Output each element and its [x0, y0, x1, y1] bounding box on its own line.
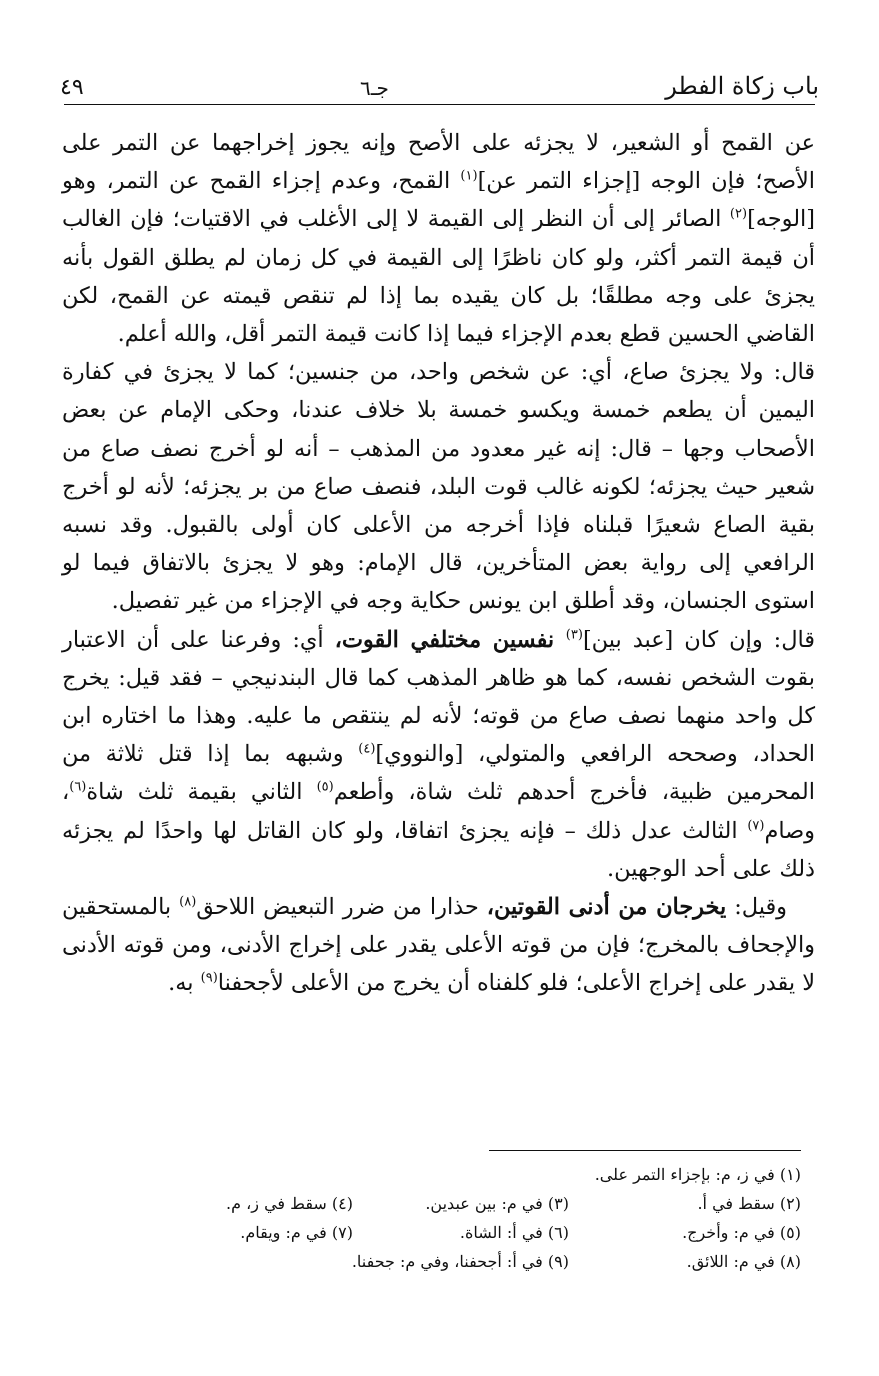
text-run: حذارا من ضرر التبعيض اللاحق	[196, 894, 487, 921]
footnote-marker: (٧)	[747, 818, 765, 834]
text-run: وشبهه بما إذا قتل ثلاثة من المحرمين ظبية، فأخرج أحدهم ثلث شاة، وأطعم	[62, 741, 815, 806]
chapter-title: باب زكاة الفطر	[665, 72, 819, 100]
page-number: ٤٩	[60, 75, 84, 100]
text-run: قال: وإن كان [عبد بين]	[582, 626, 815, 653]
running-header	[60, 60, 819, 100]
main-text	[62, 124, 815, 1003]
header-rule	[64, 104, 815, 105]
footnote-row	[150, 1189, 801, 1218]
footnote-marker: (٥)	[316, 779, 334, 795]
paragraph-4	[62, 888, 815, 1003]
footnote-1: (١) في ز، م: بإجزاء التمر على.	[594, 1165, 801, 1184]
footnote-marker: (٢)	[729, 206, 748, 222]
footnote-7: (٧) في م: ويقام.	[240, 1223, 353, 1242]
text-run: القمح، وعدم إجزاء القمح عن التمر، وهو [الوجه]	[62, 168, 815, 233]
footnote-marker: (٨)	[179, 894, 197, 910]
footnote-row	[150, 1247, 801, 1276]
text-run: قال: ولا يجزئ صاع، أي: عن شخص واحد، من جنسين؛ كما لا يجزئ في كفارة اليمين أن يطعم خمسة ويكسو خمسة بلا خلاف عندنا، وحكى الإمام عن بعض الأصحاب وجها – قال: إنه غير معدود من المذهب – أنه لو أخرج نصف صاع من شعير حيث يجزئه؛ لكونه غالب قوت البلد، فنصف صاع من بر يجزئه؛ لأنه لو أخرج بقية الصاع شعيرًا قبلناه فإذا أخرجه من الأعلى كان أولى بالقبول. وقد نسبه الرافعي إلى رواية بعض المتأخرين، قال الإمام: وهو لا يجزئ بالاتفاق فيما لو استوى الجنسان، وقد أطلق ابن يونس حكاية وجه في الإجزاء من غير تفصيل.	[62, 359, 815, 615]
text-run: عن القمح أو الشعير، لا يجزئه على الأصح وإنه يجوز إخراجهما عن التمر على الأصح؛ فإن الوجه [إجزاء التمر عن]	[62, 130, 815, 195]
footnote-2: (٢) سقط في أ.	[697, 1194, 801, 1213]
text-run: وقيل:	[726, 894, 787, 921]
footnote-3: (٣) في م: بين عبدين.	[425, 1194, 569, 1213]
text-run: ، وصام	[62, 779, 815, 844]
footnote-marker: (٩)	[200, 971, 218, 986]
footnote-4: (٤) سقط في ز، م.	[226, 1194, 353, 1213]
footnote-8: (٨) في م: اللائق.	[686, 1252, 801, 1271]
text-run: به.	[168, 970, 201, 997]
footnote-marker: (٦)	[69, 779, 87, 795]
text-run: الثالث عدل ذلك – فإنه يجزئ اتفاقا، ولو كان القاتل لها واحدًا لم يجزئه ذلك على أحد الوجهين.	[62, 817, 815, 882]
paragraph-3	[62, 621, 815, 888]
paragraph-2	[62, 353, 815, 620]
footnote-9: (٩) في أ: أجحفنا، وفي م: جحفنا.	[351, 1252, 569, 1271]
footnote-row	[150, 1160, 801, 1189]
bold-text-run: يخرجان من أدنى القوتين،	[486, 894, 727, 921]
footnotes	[150, 1160, 801, 1276]
text-run: بالمستحقين والإجحاف بالمخرج؛ فإن من قوته الأعلى يقدر على إخراج الأدنى، ومن قوته الأدنى لا يقدر على إخراج الأعلى؛ فلو كلفناه أن يخرج من الأعلى لأجحفنا	[62, 894, 815, 997]
footnote-5: (٥) في م: وأخرج.	[682, 1223, 801, 1242]
text-run: الثاني بقيمة ثلث شاة	[86, 779, 317, 806]
footnote-separator	[489, 1150, 801, 1151]
text-run: الصائر إلى أن النظر إلى القيمة لا إلى الأغلب في الاقتيات؛ فإن الغالب أن قيمة التمر أكثر، ولو كان ناظرًا إلى القيمة في كل زمان لم يطلق القول بأنه يجزئ على وجه مطلقًا؛ بل كان يقيده بما إذا لم تنقص قيمته عن القمح، لكن القاضي الحسين قطع بعدم الإجزاء فيما إذا كانت قيمة التمر أقل، والله أعلم.	[62, 206, 815, 348]
footnote-marker: (١)	[460, 168, 478, 184]
footnote-row	[150, 1218, 801, 1247]
bold-text-run: نفسين مختلفي القوت،	[334, 626, 566, 653]
text-run: أي: وفرعنا على أن الاعتبار بقوت الشخص نفسه، كما هو ظاهر المذهب كما قال البندنيجي – فقد قيل: يخرج كل واحد منهما نصف صاع من قوته؛ لأنه لم ينتقص ما عليه. وهذا ما اختاره ابن الحداد، وصححه الرافعي والمتولي، [والنووي]	[62, 626, 815, 768]
footnote-marker: (٣)	[565, 627, 583, 643]
volume-indicator: جـ٦	[359, 76, 389, 100]
footnote-6: (٦) في أ: الشاة.	[459, 1223, 569, 1242]
footnote-marker: (٤)	[358, 741, 376, 757]
paragraph-1	[62, 124, 815, 353]
